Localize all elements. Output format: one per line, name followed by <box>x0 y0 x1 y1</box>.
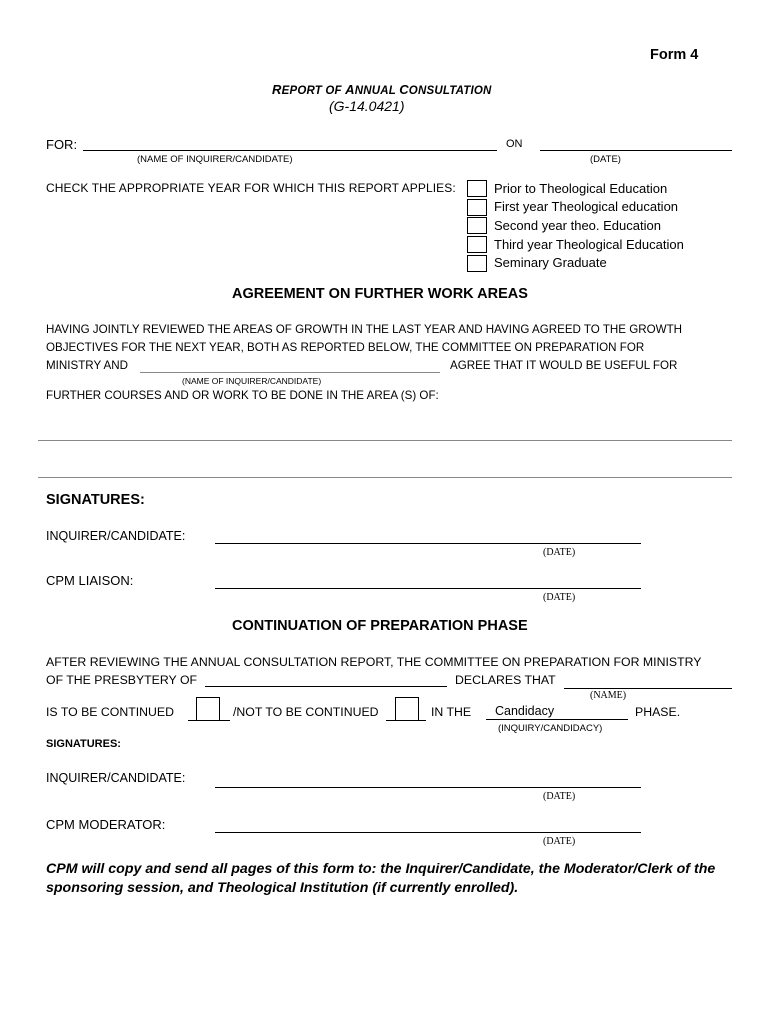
report-title: REPORT OF ANNUAL CONSULTATION <box>272 82 492 97</box>
footer-note: CPM will copy and send all pages of this form to: the Inquirer/Candidate, the Moderator/Clerk of the sponsoring session, and Theological Institution (if currently enrolled). <box>46 861 716 896</box>
year-option-third: Third year Theological Education <box>494 237 684 252</box>
inquirer-signature-date-caption-2: (DATE) <box>543 791 576 802</box>
cpm-liaison-label: CPM LIAISON: <box>46 573 134 588</box>
inquirer-candidate-label-2: INQUIRER/CANDIDATE: <box>46 771 186 785</box>
inquirer-signature-field[interactable] <box>215 543 641 544</box>
agreement-text-line4: FURTHER COURSES AND OR WORK TO BE DONE IN THE AREA (S) OF: <box>46 389 439 402</box>
date-field[interactable] <box>540 150 732 151</box>
in-the-label: IN THE <box>431 705 472 719</box>
agreement-name-field[interactable] <box>140 372 440 373</box>
continued-checkbox[interactable] <box>196 697 220 721</box>
continuation-text-line2b: DECLARES THAT <box>455 673 556 687</box>
signatures-heading: SIGNATURES: <box>46 492 145 508</box>
inquirer-signature-date-caption: (DATE) <box>543 547 576 558</box>
phase-value[interactable]: Candidacy <box>495 704 555 718</box>
agreement-text-line3b: AGREE THAT IT WOULD BE USEFUL FOR <box>450 359 678 372</box>
agreement-text-line3a: MINISTRY AND <box>46 359 129 372</box>
year-checkbox-second[interactable] <box>467 217 487 234</box>
not-continued-checkbox[interactable] <box>395 697 419 721</box>
signatures-small-heading: SIGNATURES: <box>46 738 121 750</box>
continuation-text-line2a: OF THE PRESBYTERY OF <box>46 673 198 687</box>
year-option-graduate: Seminary Graduate <box>494 255 607 270</box>
cpm-moderator-date-caption: (DATE) <box>543 836 576 847</box>
work-area-line-2[interactable] <box>38 477 732 478</box>
cpm-liaison-signature-field[interactable] <box>215 588 641 589</box>
declares-name-field[interactable] <box>564 688 732 689</box>
year-checkbox-prior[interactable] <box>467 180 487 197</box>
inquirer-candidate-label: INQUIRER/CANDIDATE: <box>46 529 186 543</box>
not-to-be-continued-label: /NOT TO BE CONTINUED <box>233 705 379 719</box>
cpm-liaison-date-caption: (DATE) <box>543 592 576 603</box>
work-area-line-1[interactable] <box>38 440 732 441</box>
year-checkbox-third[interactable] <box>467 236 487 253</box>
date-caption: (DATE) <box>590 154 621 165</box>
cpm-moderator-label: CPM MODERATOR: <box>46 817 166 832</box>
phase-label: PHASE. <box>635 705 681 719</box>
year-option-second: Second year theo. Education <box>494 218 661 233</box>
name-caption: (NAME OF INQUIRER/CANDIDATE) <box>137 154 293 165</box>
is-to-be-continued-label: IS TO BE CONTINUED <box>46 705 175 719</box>
for-label: FOR: <box>46 137 78 152</box>
agreement-text-line1: HAVING JOINTLY REVIEWED THE AREAS OF GROWTH IN THE LAST YEAR AND HAVING AGREED TO THE GROWTH <box>46 323 683 336</box>
form-code: (G-14.0421) <box>329 98 405 114</box>
agreement-name-caption: (NAME OF INQUIRER/CANDIDATE) <box>182 376 322 386</box>
agreement-text-line2: OBJECTIVES FOR THE NEXT YEAR, BOTH AS REPORTED BELOW, THE COMMITTEE ON PREPARATION FOR <box>46 341 645 354</box>
phase-field[interactable] <box>486 719 628 720</box>
year-checkbox-first[interactable] <box>467 199 487 216</box>
inquirer-signature-field-2[interactable] <box>215 787 641 788</box>
year-option-first: First year Theological education <box>494 199 679 214</box>
declares-name-caption: (NAME) <box>590 690 627 701</box>
presbytery-field[interactable] <box>205 686 447 687</box>
year-option-prior: Prior to Theological Education <box>494 181 668 196</box>
continuation-text-line1: AFTER REVIEWING THE ANNUAL CONSULTATION REPORT, THE COMMITTEE ON PREPARATION FOR MINISTRY <box>46 655 702 669</box>
inquirer-name-field[interactable] <box>83 150 497 151</box>
year-checkbox-graduate[interactable] <box>467 255 487 272</box>
on-label: ON <box>506 138 523 150</box>
check-year-label: CHECK THE APPROPRIATE YEAR FOR WHICH THIS REPORT APPLIES: <box>46 181 456 195</box>
form-number: Form 4 <box>650 47 699 63</box>
continuation-heading: CONTINUATION OF PREPARATION PHASE <box>232 618 528 634</box>
cpm-moderator-signature-field[interactable] <box>215 832 641 833</box>
phase-caption: (INQUIRY/CANDIDACY) <box>498 723 603 734</box>
agreement-heading: AGREEMENT ON FURTHER WORK AREAS <box>232 286 528 302</box>
